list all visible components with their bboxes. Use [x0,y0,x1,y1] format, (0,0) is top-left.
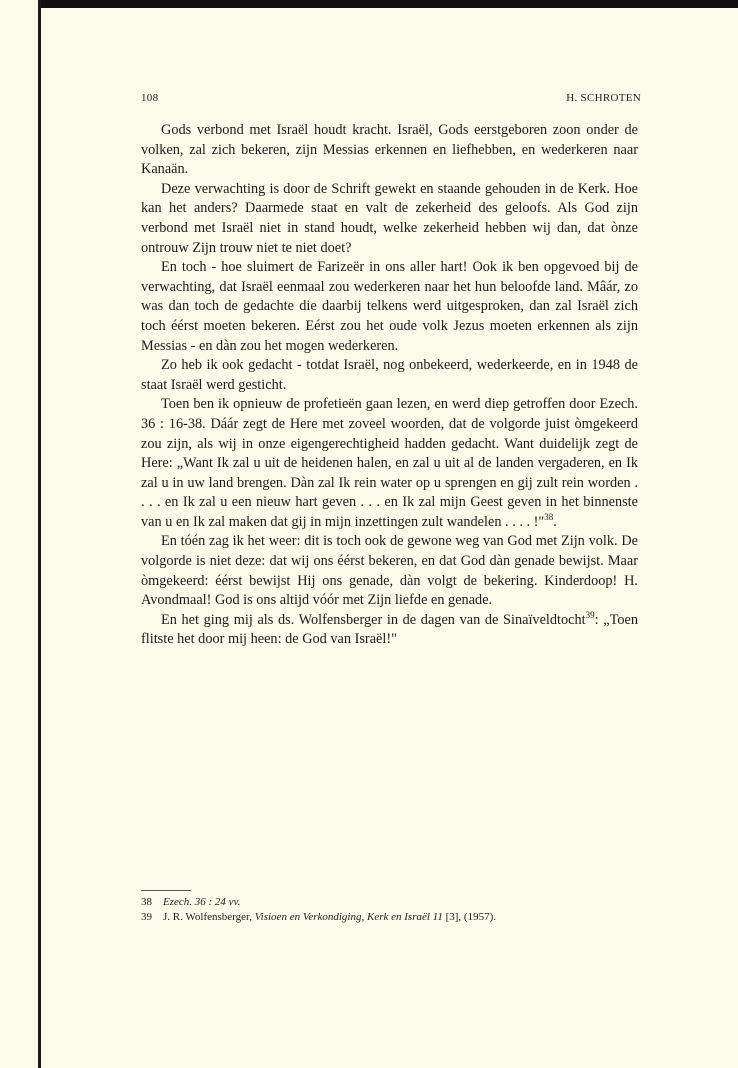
paragraph [141,611,638,650]
footnote-author: J. R. Wolfensberger, [163,911,255,923]
footnote-number: 39 [141,911,152,923]
footnote-ref: 39 [585,610,595,621]
footnote [141,910,641,925]
footnote-rest: [3], (1957). [442,911,497,923]
paragraph: Deze verwachting is door de Schrift gewekt en staande gehouden in de Kerk. Hoe kan het anders? Daarmede staat en valt de zekerheid des geloofs. Als God zijn verbond met Israël niet in stand houdt, welke zekerheid hebben wij dan, dat ònze ontrouw Zijn trouw niet te niet doet? [141,180,638,256]
page-number: 108 [141,92,159,104]
running-title: H. SCHROTEN [566,92,641,104]
paragraph-text: Toen ben ik opnieuw de profetieën gaan lezen, en werd diep getroffen door Ezech. 36 : 16-38. Dáár zegt de Here met zoveel woorden, dat de volgorde juist òmgekeerd zou zijn, als wij in onze eigengerechtigheid hadden gedacht. Want duidelijk zegt de Here: „Want Ik zal u uit de heidenen halen, en zal u uit al de landen vergaderen, en Ik zal u in uw land brengen. Dàn zal Ik rein water op u sprengen en gij zult rein worden . . . . en Ik zal u een nieuw hart geven . . . en Ik zal mijn Geest geven in het binnenste van u en Ik zal maken dat gij in mijn inzettingen zult wandelen . . . . !" [141,396,638,530]
paragraph: Zo heb ik ook gedacht - totdat Israël, nog onbekeerd, wederkeerde, en in 1948 de staat Israël werd gesticht. [141,357,638,393]
paragraph [141,395,638,532]
footnote-divider [141,890,191,891]
footnotes [141,895,641,925]
footnote-ref: 38 [544,512,554,523]
paragraph-text: En het ging mij als ds. Wolfensberger in de dagen van de Sinaïveldtocht [161,611,586,628]
footnote-title: Visioen en Verkondiging, Kerk en Israël 11 [254,911,443,923]
body-text [141,121,638,650]
footnote-number: 38 [141,896,152,908]
scan-top-edge [38,0,738,8]
paragraph: En tóén zag ik het weer: dit is toch ook de gewone weg van God met Zijn volk. De volgorde is niet deze: dat wij ons éérst bekeren, en dat God dàn genade bewijst. Maar òmgekeerd: éérst bewijst Hij ons genade, dàn volgt de bekering. Kinderdoop! H. Avondmaal! God is ons altijd vóór met Zijn liefde en genade. [141,533,638,609]
paragraph: En toch - hoe sluimert de Farizeër in ons aller hart! Ook ik ben opgevoed bij de verwachting, dat Israël eenmaal zou wederkeren naar het hun beloofde land. Mâár, zo was dan toch de gedachte die daarbij telkens werd uitgesproken, dan zal Israël zich toch éérst moeten bekeren. Eérst zou het oude volk Jezus moeten erkennen als zijn Messias - en dàn zou het mogen wederkeren. [141,259,638,354]
paragraph-tail: . [553,513,557,530]
footnote-text: Ezech. 36 : 24 vv. [163,896,241,908]
paragraph: Gods verbond met Israël houdt kracht. Israël, Gods eerstgeboren zoon onder de volken, zal zich bekeren, zijn Messias erkennen en liefhebben, en wederkeren naar Kanaän. [141,122,638,178]
scan-left-edge [38,0,41,1068]
footnote [141,895,641,910]
paragraph-tail: : „Toen flitste het door mij heen: de God van Israël!" [141,611,638,648]
